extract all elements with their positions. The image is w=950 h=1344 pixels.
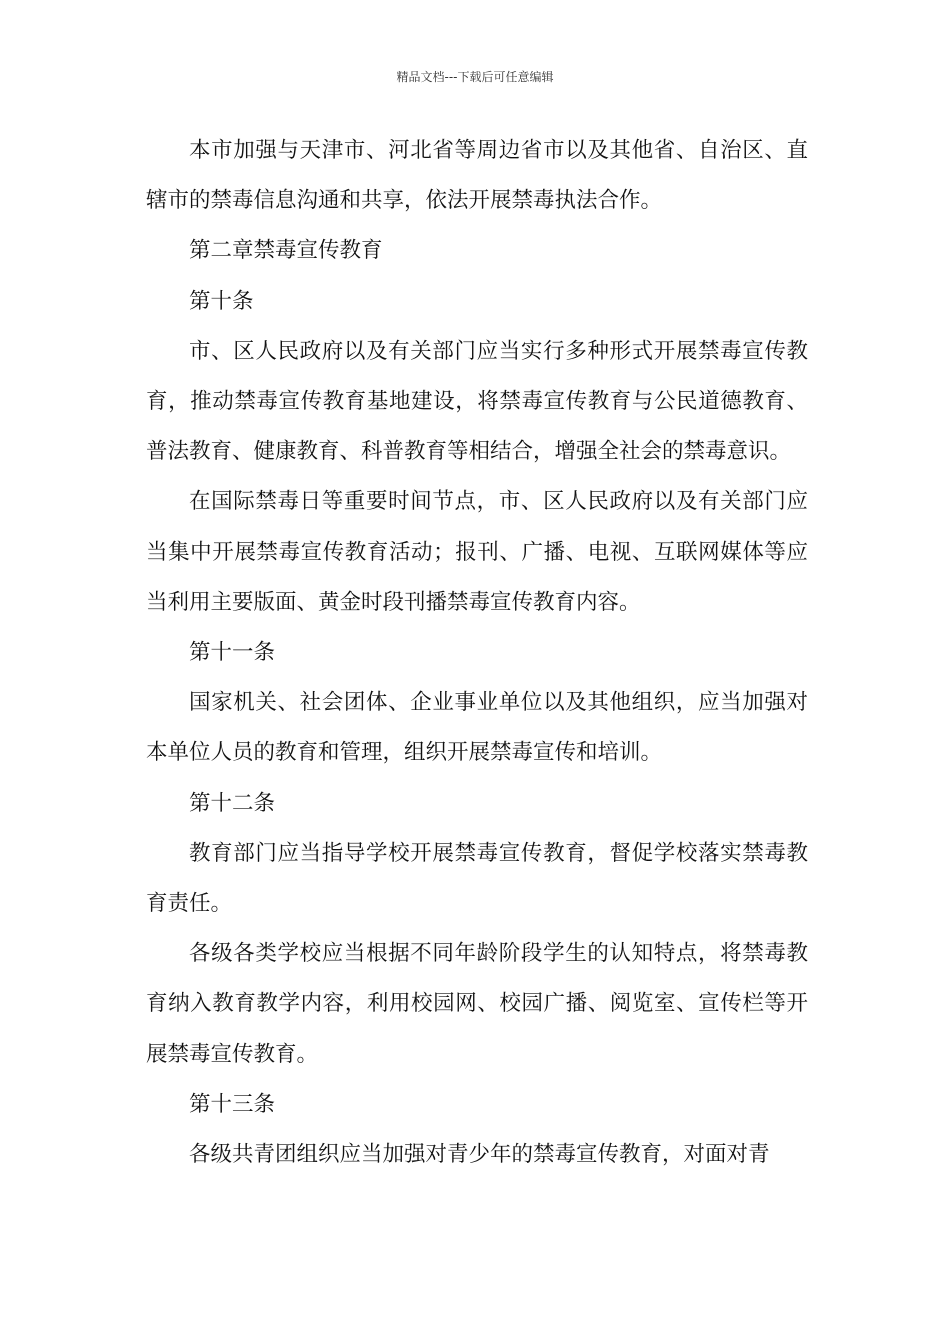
paragraph-article-11: 国家机关、社会团体、企业事业单位以及其他组织，应当加强对本单位人员的教育和管理，组织开展禁毒宣传和培训。 bbox=[146, 690, 808, 766]
article-heading-11: 第十一条 bbox=[189, 640, 276, 666]
article-heading-13: 第十三条 bbox=[189, 1091, 276, 1117]
paragraph-article-13: 各级共青团组织应当加强对青少年的禁毒宣传教育，对面对青 bbox=[189, 1142, 770, 1168]
paragraph-article-12-b: 各级各类学校应当根据不同年龄阶段学生的认知特点，将禁毒教育纳入教育教学内容，利用校园网、校园广播、阅览室、宣传栏等开展禁毒宣传教育。 bbox=[146, 941, 808, 1067]
page-header: 精品文档---下载后可任意编辑 bbox=[396, 70, 554, 84]
chapter-heading: 第二章禁毒宣传教育 bbox=[189, 238, 383, 264]
article-heading-12: 第十二条 bbox=[189, 790, 276, 816]
article-heading-10: 第十条 bbox=[189, 288, 254, 314]
paragraph-article-10-a: 市、区人民政府以及有关部门应当实行多种形式开展禁毒宣传教育，推动禁毒宣传教育基地建设，将禁毒宣传教育与公民道德教育、普法教育、健康教育、科普教育等相结合，增强全社会的禁毒意识。 bbox=[146, 338, 808, 465]
paragraph-article-12-a: 教育部门应当指导学校开展禁毒宣传教育，督促学校落实禁毒教育责任。 bbox=[146, 840, 808, 917]
paragraph-cooperation: 本市加强与天津市、河北省等周边省市以及其他省、自治区、直辖市的禁毒信息沟通和共享，依法开展禁毒执法合作。 bbox=[146, 138, 808, 214]
paragraph-article-10-b: 在国际禁毒日等重要时间节点，市、区人民政府以及有关部门应当集中开展禁毒宣传教育活动；报刊、广播、电视、互联网媒体等应当利用主要版面、黄金时段刊播禁毒宣传教育内容。 bbox=[146, 489, 808, 615]
document-body bbox=[146, 126, 808, 1180]
